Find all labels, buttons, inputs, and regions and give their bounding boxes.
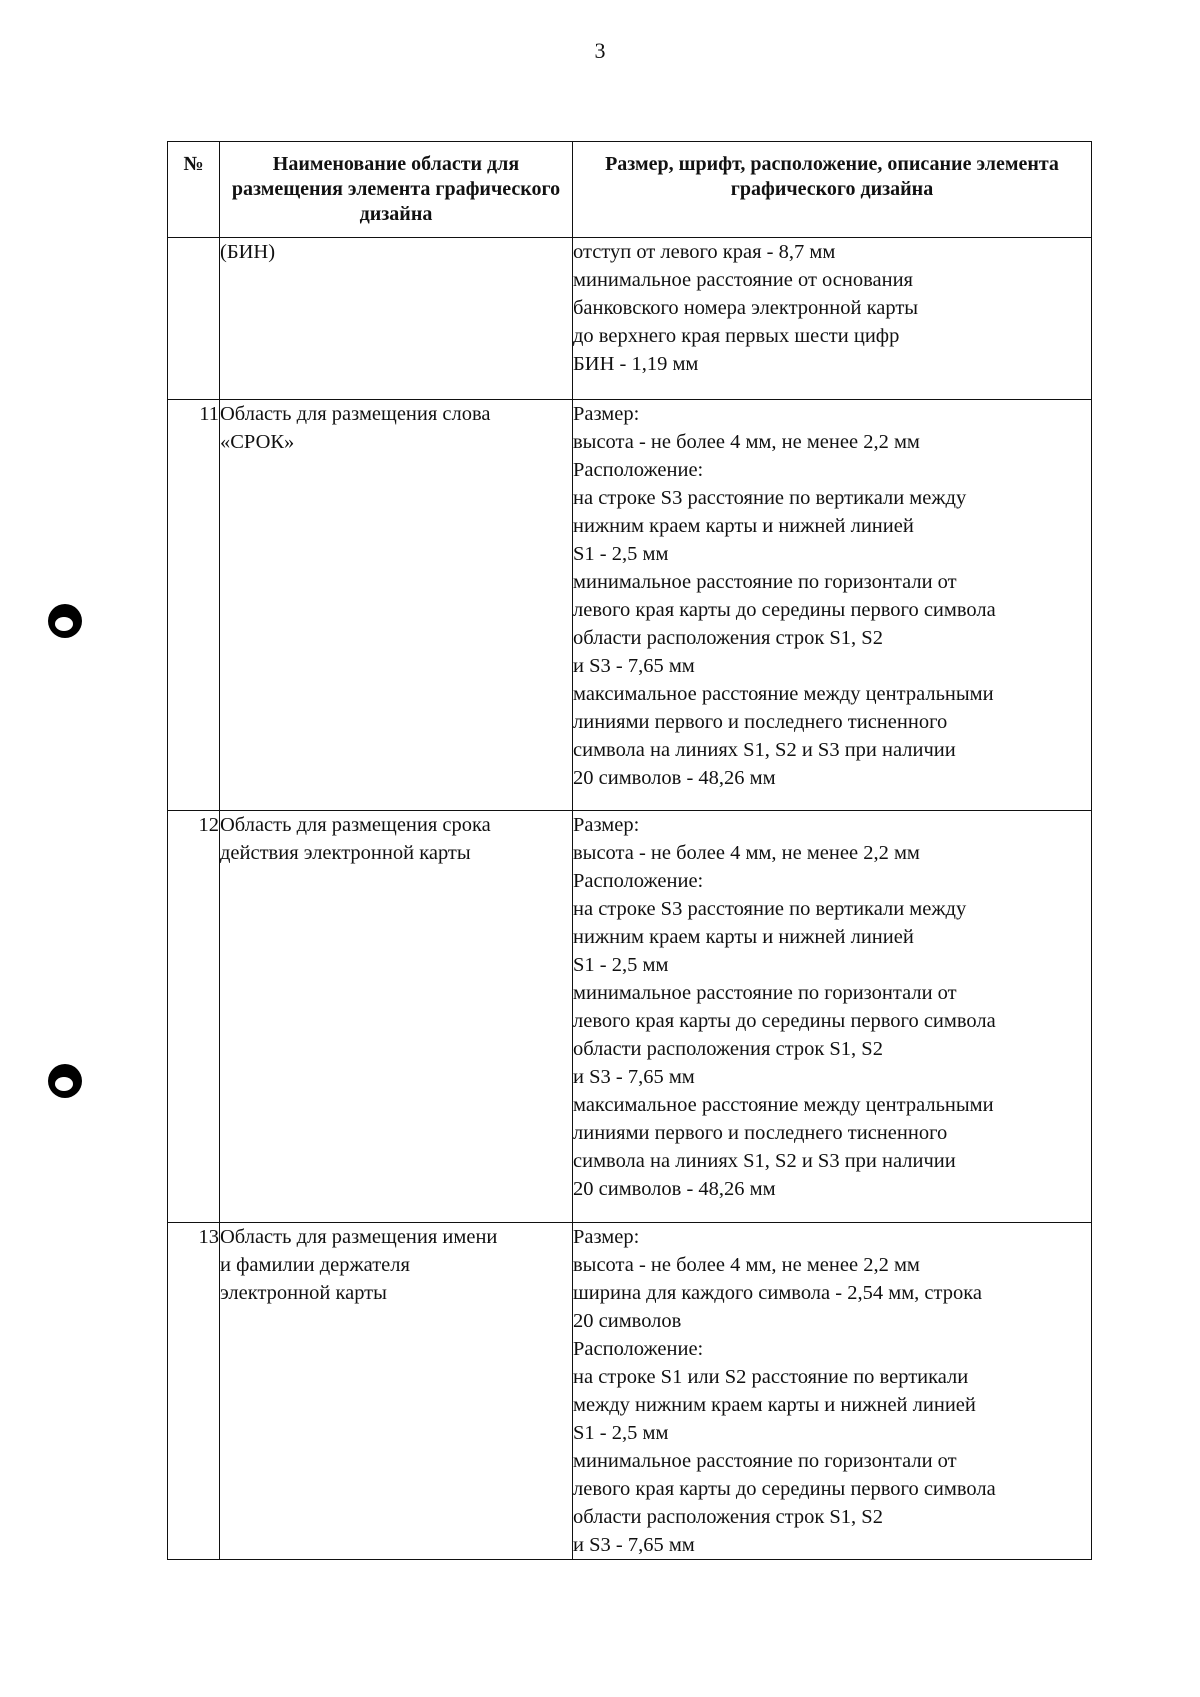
description-line: высота - не более 4 мм, не менее 2,2 мм — [573, 842, 920, 864]
description-line: Размер: — [573, 1226, 640, 1248]
description-line: между нижним краем карты и нижней линией — [573, 1394, 976, 1416]
description-line: нижним краем карты и нижней линией — [573, 515, 914, 537]
punch-hole-mark — [48, 604, 82, 638]
header-area-name: Наименование области для размещения элемента графического дизайна — [220, 142, 573, 238]
area-name-line: электронной карты — [220, 1282, 387, 1304]
area-name-line: Область для размещения имени — [220, 1226, 498, 1248]
description-line: максимальное расстояние между центральными — [573, 1094, 994, 1116]
description-line: и S3 - 7,65 мм — [573, 1066, 695, 1088]
table-row — [168, 238, 1092, 400]
area-name-line: Область для размещения слова — [220, 403, 491, 425]
description-line: до верхнего края первых шести цифр — [573, 325, 900, 347]
description-line: минимальное расстояние по горизонтали от — [573, 1450, 957, 1472]
description-cell — [573, 238, 1092, 400]
area-name-line: действия электронной карты — [220, 842, 471, 864]
row-number: 11 — [168, 400, 220, 811]
description-line: области расположения строк S1, S2 — [573, 627, 883, 649]
description-line: 20 символов — [573, 1310, 682, 1332]
description-line: S1 - 2,5 мм — [573, 1422, 669, 1444]
description-line: и S3 - 7,65 мм — [573, 655, 695, 677]
area-name-line: Область для размещения срока — [220, 814, 491, 836]
description-line: S1 - 2,5 мм — [573, 543, 669, 565]
description-line: на строке S1 или S2 расстояние по вертикали — [573, 1366, 969, 1388]
table-row — [168, 1223, 1092, 1560]
description-line: максимальное расстояние между центральными — [573, 683, 994, 705]
description-line: на строке S3 расстояние по вертикали между — [573, 487, 967, 509]
description-line: банковского номера электронной карты — [573, 297, 919, 319]
description-line: Расположение: — [573, 459, 704, 481]
description-line: линиями первого и последнего тисненного — [573, 1122, 948, 1144]
description-line: линиями первого и последнего тисненного — [573, 711, 948, 733]
header-description: Размер, шрифт, расположение, описание элемента графического дизайна — [573, 142, 1092, 238]
description-line: области расположения строк S1, S2 — [573, 1506, 883, 1528]
description-cell — [573, 811, 1092, 1223]
description-line: символа на линиях S1, S2 и S3 при наличии — [573, 1150, 956, 1172]
description-line: БИН - 1,19 мм — [573, 353, 699, 375]
area-name-line: и фамилии держателя — [220, 1254, 410, 1276]
description-line: на строке S3 расстояние по вертикали между — [573, 898, 967, 920]
page-number: 3 — [594, 38, 606, 63]
row-number: 12 — [168, 811, 220, 1223]
description-line: отступ от левого края - 8,7 мм — [573, 241, 836, 263]
area-name-cell — [220, 811, 573, 1223]
description-line: нижним краем карты и нижней линией — [573, 926, 914, 948]
description-line: минимальное расстояние от основания — [573, 269, 913, 291]
description-line: и S3 - 7,65 мм — [573, 1534, 695, 1556]
description-line: Размер: — [573, 814, 640, 836]
area-name-line: (БИН) — [220, 241, 276, 263]
description-line: S1 - 2,5 мм — [573, 954, 669, 976]
description-line: Расположение: — [573, 1338, 704, 1360]
header-number: № — [168, 142, 220, 238]
description-line: Размер: — [573, 403, 640, 425]
specification-table — [167, 141, 1092, 1560]
description-line: 20 символов - 48,26 мм — [573, 767, 776, 789]
table-row — [168, 811, 1092, 1223]
description-line: левого края карты до середины первого символа — [573, 1478, 996, 1500]
description-cell — [573, 400, 1092, 811]
description-line: минимальное расстояние по горизонтали от — [573, 571, 957, 593]
area-name-cell — [220, 400, 573, 811]
area-name-cell — [220, 238, 573, 400]
description-line: левого края карты до середины первого символа — [573, 1010, 996, 1032]
description-line: 20 символов - 48,26 мм — [573, 1178, 776, 1200]
table-row — [168, 400, 1092, 811]
description-line: области расположения строк S1, S2 — [573, 1038, 883, 1060]
punch-hole-mark — [48, 1064, 82, 1098]
row-number — [168, 238, 220, 400]
area-name-cell — [220, 1223, 573, 1560]
description-cell — [573, 1223, 1092, 1560]
description-line: высота - не более 4 мм, не менее 2,2 мм — [573, 431, 920, 453]
table-header-row — [168, 142, 1092, 238]
description-line: Расположение: — [573, 870, 704, 892]
description-line: ширина для каждого символа - 2,54 мм, строка — [573, 1282, 982, 1304]
description-line: символа на линиях S1, S2 и S3 при наличии — [573, 739, 956, 761]
area-name-line: «СРОК» — [220, 431, 295, 453]
description-line: высота - не более 4 мм, не менее 2,2 мм — [573, 1254, 920, 1276]
description-line: минимальное расстояние по горизонтали от — [573, 982, 957, 1004]
row-number: 13 — [168, 1223, 220, 1560]
description-line: левого края карты до середины первого символа — [573, 599, 996, 621]
